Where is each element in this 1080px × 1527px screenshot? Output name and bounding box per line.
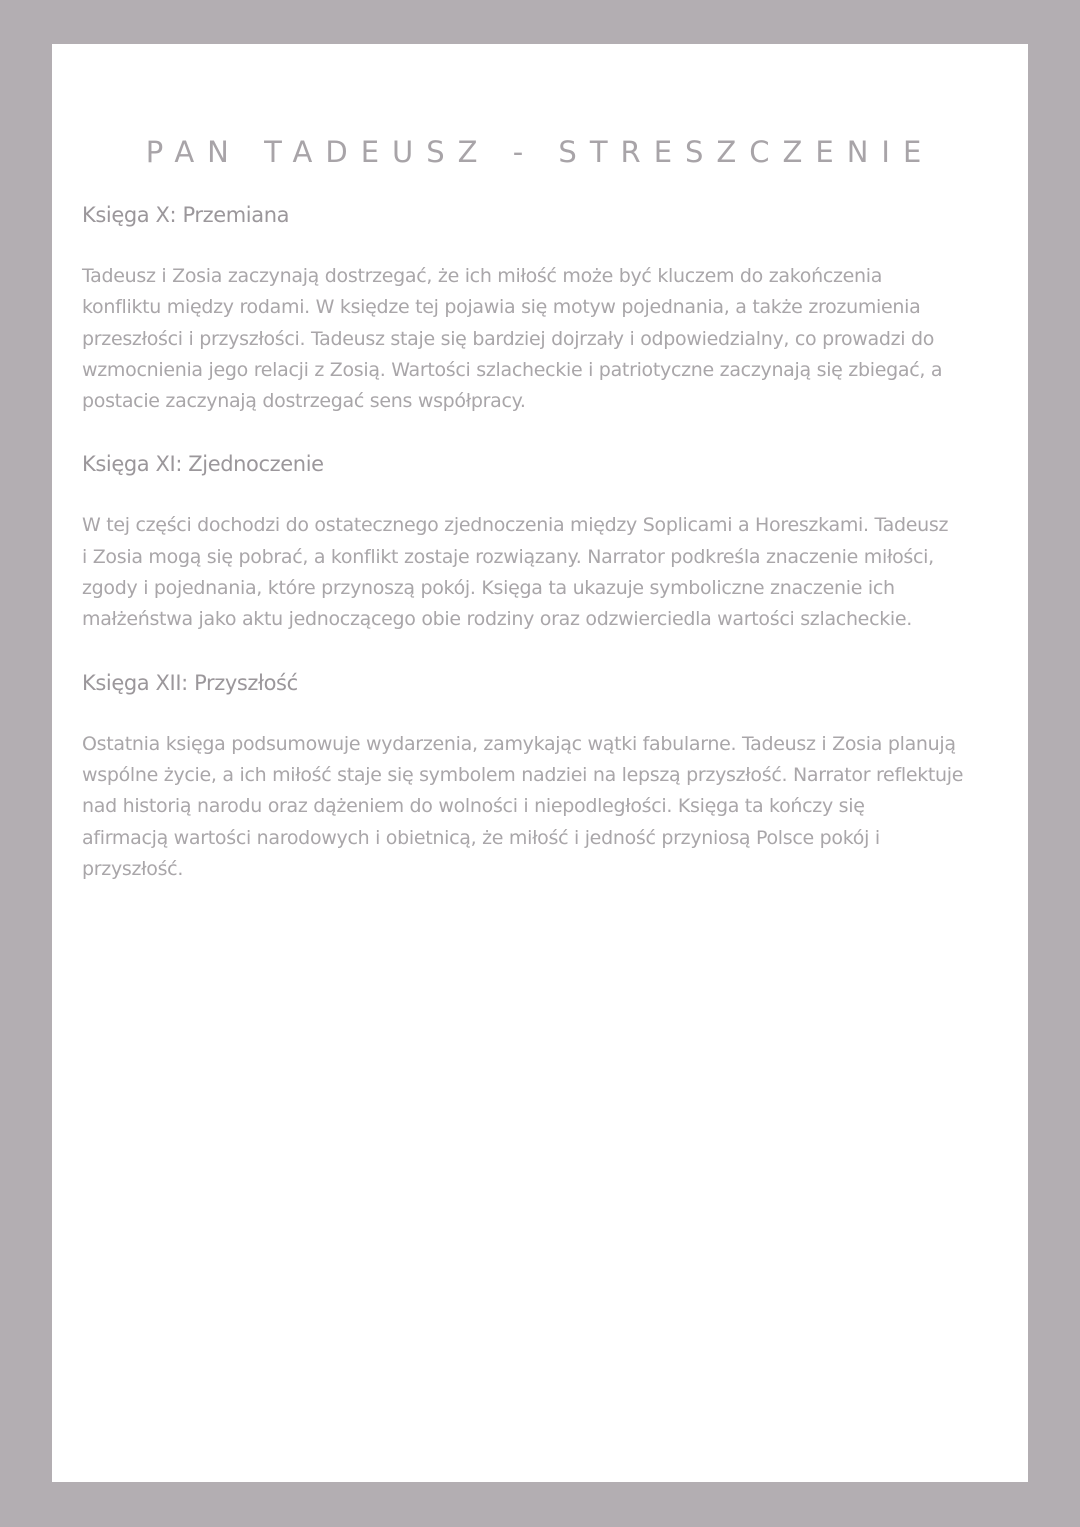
page-title: PAN TADEUSZ - STRESZCZENIE — [145, 135, 935, 169]
section-paragraph: Tadeusz i Zosia zaczynają dostrzegać, że ich miłość może być kluczem do zakończenia konfliktu między rodami. W księdze tej pojawia się motyw pojednania, a także zrozumienia przeszłości i przyszłości. Tadeusz staje się bardziej dojrzały i odpowiedzialny, co prowadzi do wzmocnienia jego relacji z Zosią. Wartości szlacheckie i patriotyczne zaczynają się zbiegać, a postacie zaczynają dostrzegać sens współpracy. — [82, 265, 943, 413]
section-heading: Księga X: Przemiana — [82, 203, 290, 227]
section-heading: Księga XI: Zjednoczenie — [82, 452, 324, 477]
section-ksiega-xi — [82, 448, 1028, 635]
section-ksiega-xii — [82, 667, 1028, 885]
section-heading: Księga XII: Przyszłość — [82, 670, 298, 695]
document-page — [52, 44, 1028, 1482]
section-ksiega-x — [82, 199, 1028, 417]
document-body — [82, 199, 1028, 916]
section-paragraph: W tej części dochodzi do ostatecznego zjednoczenia między Soplicami a Horeszkami. Tadeusz i Zosia mogą się pobrać, a konflikt zostaje rozwiązany. Narrator podkreśla znaczenie miłości, zgody i pojednania, które przynoszą pokój. Księga ta ukazuje symboliczne znaczenie ich małżeństwa jako aktu jednoczącego obie rodziny oraz odzwierciedla wartości szlacheckie. — [82, 514, 949, 631]
section-paragraph: Ostatnia księga podsumowuje wydarzenia, zamykając wątki fabularne. Tadeusz i Zosia planują wspólne życie, a ich miłość staje się symbolem nadziei na lepszą przyszłość. Narrator reflektuje nad historią narodu oraz dążeniem do wolności i niepodległości. Księga ta kończy się afirmacją wartości narodowych i obietnicą, że miłość i jedność przyniosą Polsce pokój i przyszłość. — [82, 732, 964, 880]
